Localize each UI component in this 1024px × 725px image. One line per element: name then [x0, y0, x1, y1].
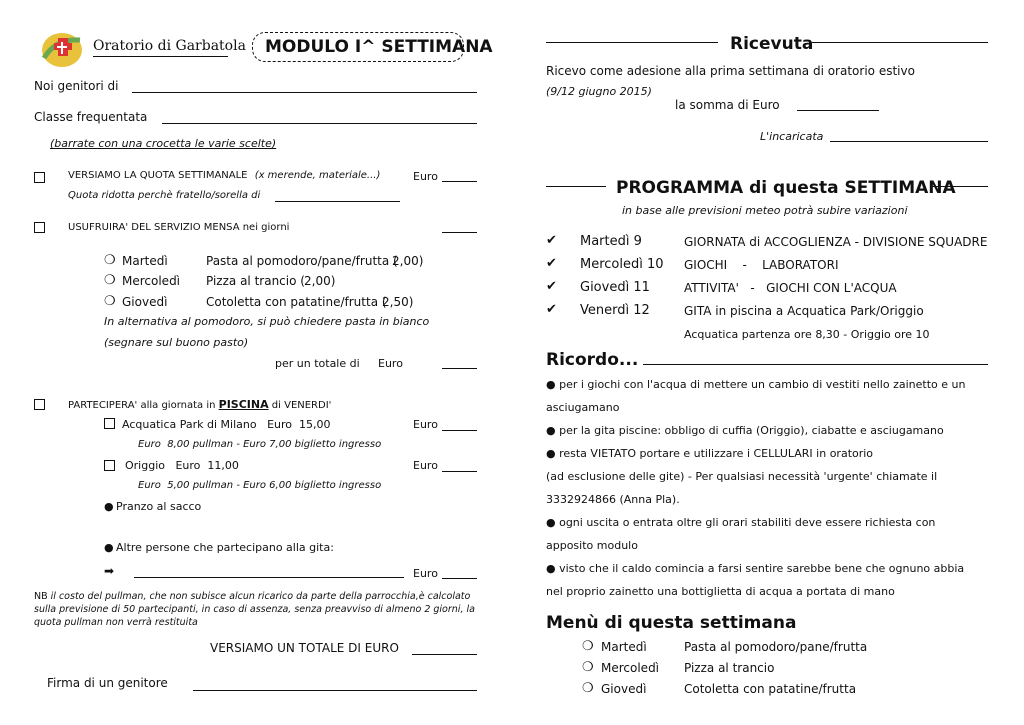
program-subtitle: in base alle previsioni meteo potrà subire variazioni — [622, 204, 908, 217]
nb-body: il costo del pullman, che non subisce alcun ricarico da parte della parrocchia,è calcolato sulla previsione di 50 partecipanti, in caso di assenza, senza preavviso di almeno 2 giorni, la quota pullman non verrà restituita — [34, 591, 475, 628]
parents-label: Noi genitori di — [34, 79, 119, 93]
mensa-euro-field[interactable] — [442, 232, 477, 233]
parents-field[interactable] — [132, 92, 477, 93]
menu-day-wednesday: Mercoledì — [601, 661, 660, 675]
origgio-euro-label: Euro — [413, 459, 438, 472]
receipt-title: Ricevuta — [730, 34, 814, 54]
program-activity-wednesday: GIOCHI - LABORATORI — [684, 258, 839, 272]
program-day-friday: Venerdì 12 — [580, 303, 650, 318]
mensa-checkbox[interactable] — [34, 222, 45, 233]
quota-note: (x merende, materiale...) — [254, 170, 381, 181]
receipt-signer-field[interactable] — [830, 141, 988, 142]
quota-checkbox[interactable] — [34, 172, 45, 183]
quota-label-text: VERSIAMO LA QUOTA SETTIMANALE — [68, 170, 248, 181]
reminders-list — [546, 378, 986, 608]
reminder-line: nel proprio zainetto una bottiglietta di acqua a portata di mano — [546, 585, 895, 598]
mensa-total-euro: Euro — [378, 357, 403, 370]
total-label: VERSIAMO UN TOTALE DI EURO — [210, 641, 399, 655]
menu-dish-thursday: Cotoletta con patatine/frutta — [684, 682, 857, 696]
origgio-checkbox[interactable] — [104, 460, 115, 471]
receipt-signer-label: L'incaricata — [760, 130, 824, 143]
program-activity-thursday: ATTIVITA' - GIOCHI CON L'ACQUA — [684, 281, 897, 295]
menu-day-tuesday: Martedì — [601, 640, 647, 654]
receipt-amount-field[interactable] — [797, 110, 879, 111]
quota-euro-field[interactable] — [442, 181, 477, 182]
receipt-text: Ricevo come adesione alla prima settimana di oratorio estivo — [546, 64, 915, 78]
others-euro-field[interactable] — [442, 578, 477, 579]
check-icon: ✔ — [546, 233, 557, 248]
org-name-underline — [93, 56, 228, 57]
reminder-line: ● ogni uscita o entrata oltre gli orari stabiliti deve essere richiesta con — [546, 516, 936, 529]
mensa-dish-wednesday: Pizza al trancio ( — [206, 274, 305, 288]
piscina-label-pre: PARTECIPERA' alla giornata in — [68, 400, 216, 411]
receipt-amount-label: la somma di Euro — [675, 98, 780, 112]
class-label: Classe frequentata — [34, 110, 148, 124]
signature-label: Firma di un genitore — [47, 676, 168, 690]
nb-lead: NB — [34, 591, 48, 602]
mensa-total-field[interactable] — [442, 368, 477, 369]
acquatica-euro-field[interactable] — [442, 430, 477, 431]
signature-field[interactable] — [193, 690, 477, 691]
lunch-bullet: ● — [104, 500, 114, 513]
mensa-price-tuesday: 2,00) — [392, 254, 424, 268]
reminder-line: (ad esclusione delle gite) - Per qualsiasi necessità 'urgente' chiamate il — [546, 470, 938, 483]
class-field[interactable] — [162, 123, 477, 124]
program-day-thursday: Giovedì 11 — [580, 280, 650, 295]
others-text: Altre persone che partecipano alla gita: — [116, 541, 334, 554]
mensa-radio-wednesday[interactable]: ❍ — [104, 273, 116, 288]
mensa-radio-thursday[interactable]: ❍ — [104, 294, 116, 309]
menu-radio-wednesday: ❍ — [582, 660, 594, 675]
nb-text — [34, 590, 479, 629]
mensa-alt-note: In alternativa al pomodoro, si può chiedere pasta in bianco — [104, 315, 430, 328]
origgio-cost-note: Euro 5,00 pullman - Euro 6,00 biglietto ingresso — [138, 480, 382, 491]
mensa-dish-tuesday: Pasta al pomodoro/pane/frutta ( — [206, 254, 398, 268]
reminders-title: Ricordo... — [546, 350, 639, 370]
check-icon: ✔ — [546, 256, 557, 271]
instructions-text: (barrate con una crocetta le varie scelte) — [50, 137, 277, 150]
form-title: MODULO I^ SETTIMANA — [265, 37, 493, 57]
mensa-day-thursday: Giovedì — [122, 295, 168, 309]
menu-day-thursday: Giovedì — [601, 682, 647, 696]
quota-euro-label: Euro — [413, 170, 438, 183]
mensa-price-wednesday: 2,00) — [304, 274, 336, 288]
receipt-rule-left — [546, 42, 718, 43]
piscina-label-key: PISCINA — [218, 398, 269, 411]
reminder-line: ● per i giochi con l'acqua di mettere un cambio di vestiti nello zainetto e un — [546, 378, 966, 391]
reminder-line: 3332924866 (Anna Pla). — [546, 493, 680, 506]
menu-radio-tuesday: ❍ — [582, 639, 594, 654]
reminders-rule — [643, 364, 988, 365]
mensa-radio-tuesday[interactable]: ❍ — [104, 253, 116, 268]
mensa-day-wednesday: Mercoledì — [122, 274, 181, 288]
reminder-line: ● visto che il caldo comincia a farsi sentire sarebbe bene che ognuno abbia — [546, 562, 965, 575]
reminder-line: asciugamano — [546, 401, 620, 414]
origgio-euro-field[interactable] — [442, 471, 477, 472]
origgio-option: Origgio Euro 11,00 — [125, 459, 239, 472]
program-activity-tuesday: GIORNATA di ACCOGLIENZA - DIVISIONE SQUADRE — [684, 235, 988, 249]
acquatica-cost-note: Euro 8,00 pullman - Euro 7,00 biglietto ingresso — [138, 439, 382, 450]
check-icon: ✔ — [546, 302, 557, 317]
program-day-wednesday: Mercoledì 10 — [580, 257, 664, 272]
mensa-day-tuesday: Martedì — [122, 254, 168, 268]
acquatica-checkbox[interactable] — [104, 418, 115, 429]
menu-radio-thursday: ❍ — [582, 681, 594, 696]
program-day-tuesday: Martedì 9 — [580, 234, 642, 249]
menu-title: Menù di questa settimana — [546, 613, 797, 633]
piscina-label — [68, 398, 331, 411]
program-departure-note: Acquatica partenza ore 8,30 - Origgio ore 10 — [684, 328, 930, 341]
check-icon: ✔ — [546, 279, 557, 294]
menu-dish-wednesday: Pizza al trancio — [684, 661, 775, 675]
receipt-rule-right — [812, 42, 988, 43]
org-name: Oratorio di Garbatola — [93, 38, 246, 54]
mensa-dish-thursday: Cotoletta con patatine/frutta ( — [206, 295, 387, 309]
others-field[interactable] — [134, 577, 404, 578]
piscina-label-post: di VENERDI' — [271, 400, 332, 411]
program-activity-friday: GITA in piscina a Acquatica Park/Origgio — [684, 304, 924, 318]
reminder-line: apposito modulo — [546, 539, 638, 552]
quota-reduced-label: Quota ridotta perchè fratello/sorella di — [68, 190, 261, 201]
others-bullet: ● — [104, 541, 114, 554]
program-title: PROGRAMMA di questa SETTIMANA — [616, 178, 956, 198]
oratorio-logo — [36, 28, 86, 70]
mensa-label: USUFRUIRA' DEL SERVIZIO MENSA nei giorni — [68, 222, 290, 233]
receipt-dates: (9/12 giugno 2015) — [546, 85, 652, 98]
arrow-icon: ➡ — [104, 564, 115, 578]
reminder-line: ● per la gita piscine: obbligo di cuffia (Origgio), ciabatte e asciugamano — [546, 424, 944, 437]
acquatica-euro-label: Euro — [413, 418, 438, 431]
quota-label — [68, 170, 380, 181]
mensa-alt-note-2: (segnare sul buono pasto) — [104, 336, 249, 349]
menu-dish-tuesday: Pasta al pomodoro/pane/frutta — [684, 640, 868, 654]
program-rule-right — [930, 186, 988, 187]
mensa-total-label: per un totale di — [275, 357, 360, 370]
total-field[interactable] — [412, 654, 477, 655]
acquatica-option: Acquatica Park di Milano Euro 15,00 — [122, 418, 331, 431]
quota-reduced-field[interactable] — [275, 201, 400, 202]
mensa-price-thursday: 2,50) — [382, 295, 414, 309]
program-rule-left — [546, 186, 606, 187]
reminder-line: ● resta VIETATO portare e utilizzare i CELLULARI in oratorio — [546, 447, 874, 460]
others-euro-label: Euro — [413, 567, 438, 580]
lunch-text: Pranzo al sacco — [116, 500, 202, 513]
piscina-checkbox[interactable] — [34, 399, 45, 410]
